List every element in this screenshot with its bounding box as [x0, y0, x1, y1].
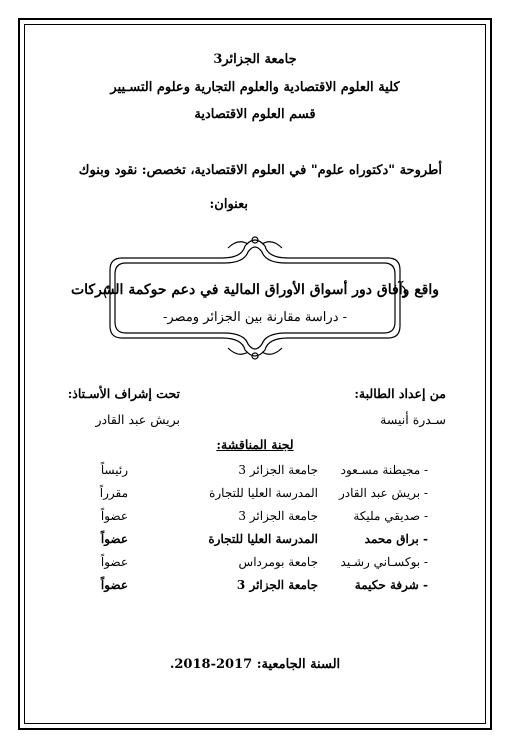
student-name: سـدرة أنيسة: [380, 412, 446, 427]
supervisor-label: تحت إشراف الأسـتاذ:: [67, 386, 180, 401]
member-role: عضواً: [100, 532, 128, 546]
committee-title: لجنة المناقشة:: [216, 437, 294, 452]
academic-year: السنة الجامعية: 2017-2018.: [169, 657, 341, 672]
committee-member-row: [80, 483, 428, 506]
prepared-by-label: من إعداد الطالبة:: [354, 386, 446, 401]
faculty-name: كلية العلوم الاقتصادية والعلوم التجارية وعلوم التسـيير: [110, 80, 400, 95]
member-name: - بريش عبد القادر: [338, 486, 428, 500]
ornamental-title-frame: [102, 230, 408, 366]
committee-member-row: [80, 552, 428, 575]
titled-label: بعنوان:: [209, 197, 248, 212]
thesis-statement: أطروحة "دكتوراه علوم" في العلوم الاقتصادية، تخصص: نقود وبنوك: [78, 163, 442, 178]
thesis-subtitle: - دراسة مقارنة بين الجزائر ومصر-: [162, 310, 348, 325]
thesis-title: واقع وآفاق دور أسواق الأوراق المالية في دعم حوكمة الشركات: [70, 282, 440, 298]
member-institution: جامعة الجزائر 3: [238, 463, 318, 477]
member-role: رئيساً: [100, 463, 128, 477]
committee-member-row: [80, 460, 428, 483]
supervisor-name: بريش عبد القادر: [95, 412, 180, 427]
member-institution: جامعة الجزائر 3: [238, 509, 318, 523]
member-institution: جامعة الجزائر 3: [236, 578, 318, 592]
member-role: عضواً: [100, 555, 128, 569]
committee-member-row: [80, 575, 428, 598]
member-role: مقرراً: [99, 486, 128, 500]
member-role: عضواً: [100, 578, 128, 592]
member-name: - شرفة حكيمة: [354, 578, 428, 592]
member-institution: جامعة بومرداس: [238, 555, 318, 569]
university-name: جامعة الجزائر3: [213, 52, 297, 67]
committee-member-row: [80, 529, 428, 552]
department-name: قسم العلوم الاقتصادية: [194, 107, 316, 122]
member-name: - براق محمد: [364, 532, 428, 546]
member-institution: المدرسة العليا للتجارة: [208, 532, 318, 546]
member-institution: المدرسة العليا للتجارة: [209, 486, 318, 500]
committee-list: [80, 460, 428, 598]
committee-member-row: [80, 506, 428, 529]
member-role: عضواً: [100, 509, 128, 523]
member-name: - صديقي مليكة: [353, 509, 428, 523]
member-name: - مجيطنة مسـعود: [340, 463, 428, 477]
member-name: - بوكسـاني رشـيد: [340, 555, 428, 569]
